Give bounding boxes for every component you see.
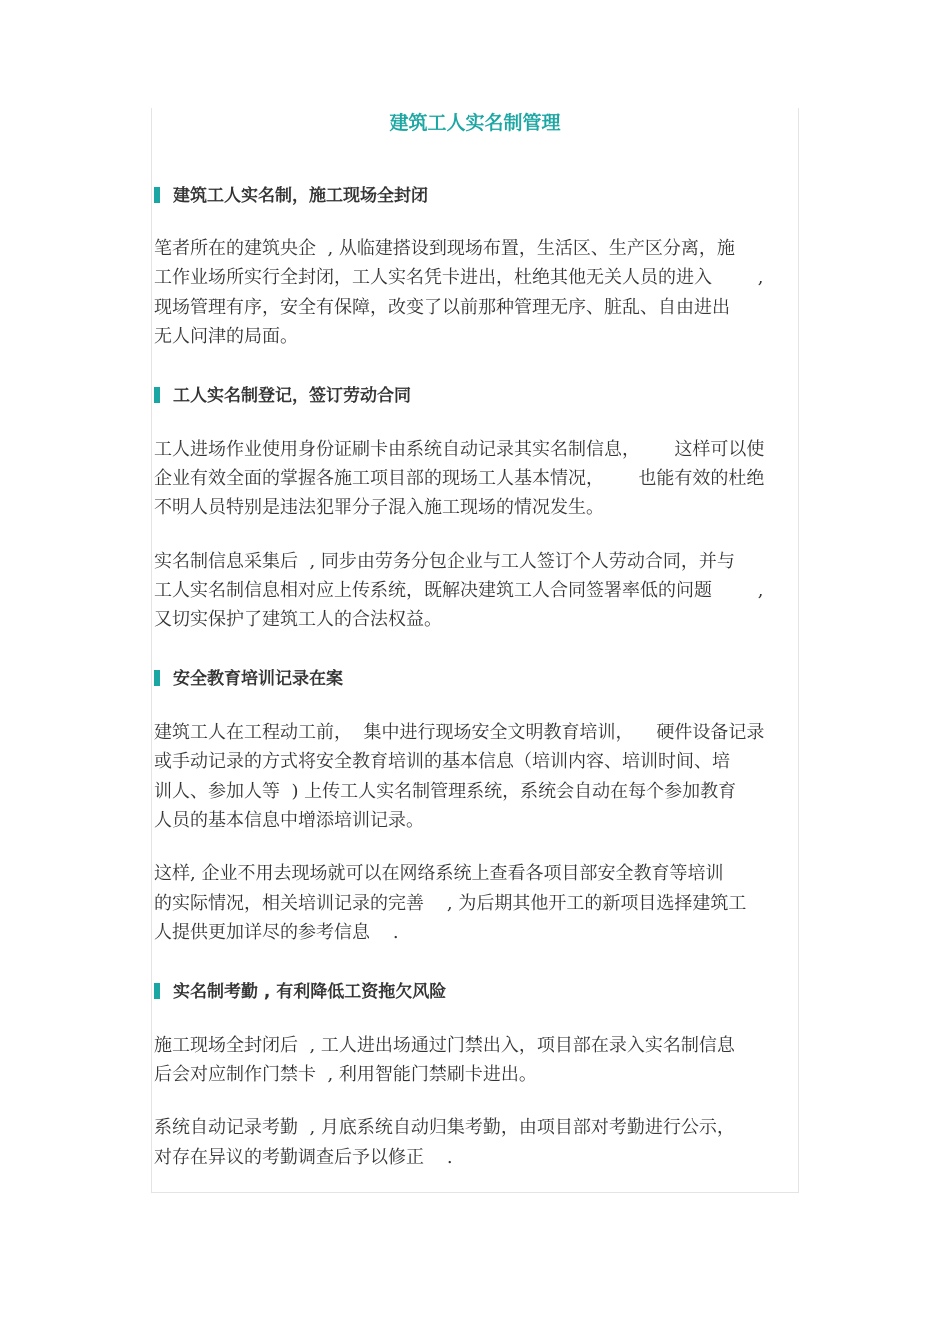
paragraph-line: 对存在异议的考勤调查后予以修正 . (154, 1147, 453, 1168)
paragraph-line: 人员的基本信息中增添培训记录。 (154, 810, 424, 831)
paragraph-line: 人提供更加详尽的参考信息 . (154, 922, 399, 943)
document-title: 建筑工人实名制管理 (389, 112, 561, 134)
paragraph-line: 不明人员特别是违法犯罪分子混入施工现场的情况发生。 (154, 497, 604, 518)
paragraph-line: 笔者所在的建筑央企 , 从临建搭设到现场布置，生活区、生产区分离，施 (154, 238, 735, 259)
heading-marker (154, 670, 160, 686)
paragraph-line: 现场管理有序，安全有保障，改变了以前那种管理无序、脏乱、自由进出 (154, 297, 730, 318)
paragraph-line: 实名制信息采集后 , 同步由劳务分包企业与工人签订个人劳动合同，并与 (154, 551, 735, 572)
section-heading (154, 183, 428, 209)
paragraph-line: 训人、参加人等 ) 上传工人实名制管理系统，系统会自动在每个参加教育 (154, 781, 737, 802)
paragraph-line: 或手动记录的方式将安全教育培训的基本信息（培训内容、培训时间、培 (154, 751, 730, 772)
heading-marker (154, 387, 160, 403)
paragraph-line: 无人问津的局面。 (154, 326, 298, 347)
paragraph-line: 后会对应制作门禁卡 , 利用智能门禁刷卡进出。 (154, 1064, 537, 1085)
section-heading-text: 工人实名制登记，签订劳动合同 (173, 386, 411, 406)
section-heading (154, 666, 343, 692)
paragraph-line: 建筑工人在工程动工前， 集中进行现场安全文明教育培训， 硬件设备记录 (154, 722, 765, 743)
paragraph-line: 这样, 企业不用去现场就可以在网络系统上查看各项目部安全教育等培训 (154, 863, 724, 884)
paragraph-line: 工人进场作业使用身份证刷卡由系统自动记录其实名制信息， 这样可以使 (154, 439, 765, 460)
paragraph-line: 施工现场全封闭后 , 工人进出场通过门禁出入，项目部在录入实名制信息 (154, 1035, 735, 1056)
heading-marker (154, 187, 160, 203)
section-heading (154, 383, 411, 409)
section-heading (154, 979, 446, 1005)
paragraph-line: 系统自动记录考勤 , 月底系统自动归集考勤，由项目部对考勤进行公示， (154, 1117, 735, 1138)
paragraph-line: 企业有效全面的掌握各施工项目部的现场工人基本情况， 也能有效的杜绝 (154, 468, 765, 489)
paragraph-line: 又切实保护了建筑工人的合法权益。 (154, 609, 442, 630)
section-heading-text: 建筑工人实名制，施工现场全封闭 (173, 186, 428, 206)
heading-marker (154, 983, 160, 999)
section-heading-text: 实名制考勤 , 有利降低工资拖欠风险 (173, 982, 447, 1002)
paragraph-line: 的实际情况，相关培训记录的完善 , 为后期其他开工的新项目选择建筑工 (154, 893, 747, 914)
paragraph-line: 工人实名制信息相对应上传系统，既解决建筑工人合同签署率低的问题 , (154, 580, 764, 601)
section-heading-text: 安全教育培训记录在案 (173, 669, 343, 689)
paragraph-line: 工作业场所实行全封闭，工人实名凭卡进出，杜绝其他无关人员的进入 , (154, 267, 764, 288)
